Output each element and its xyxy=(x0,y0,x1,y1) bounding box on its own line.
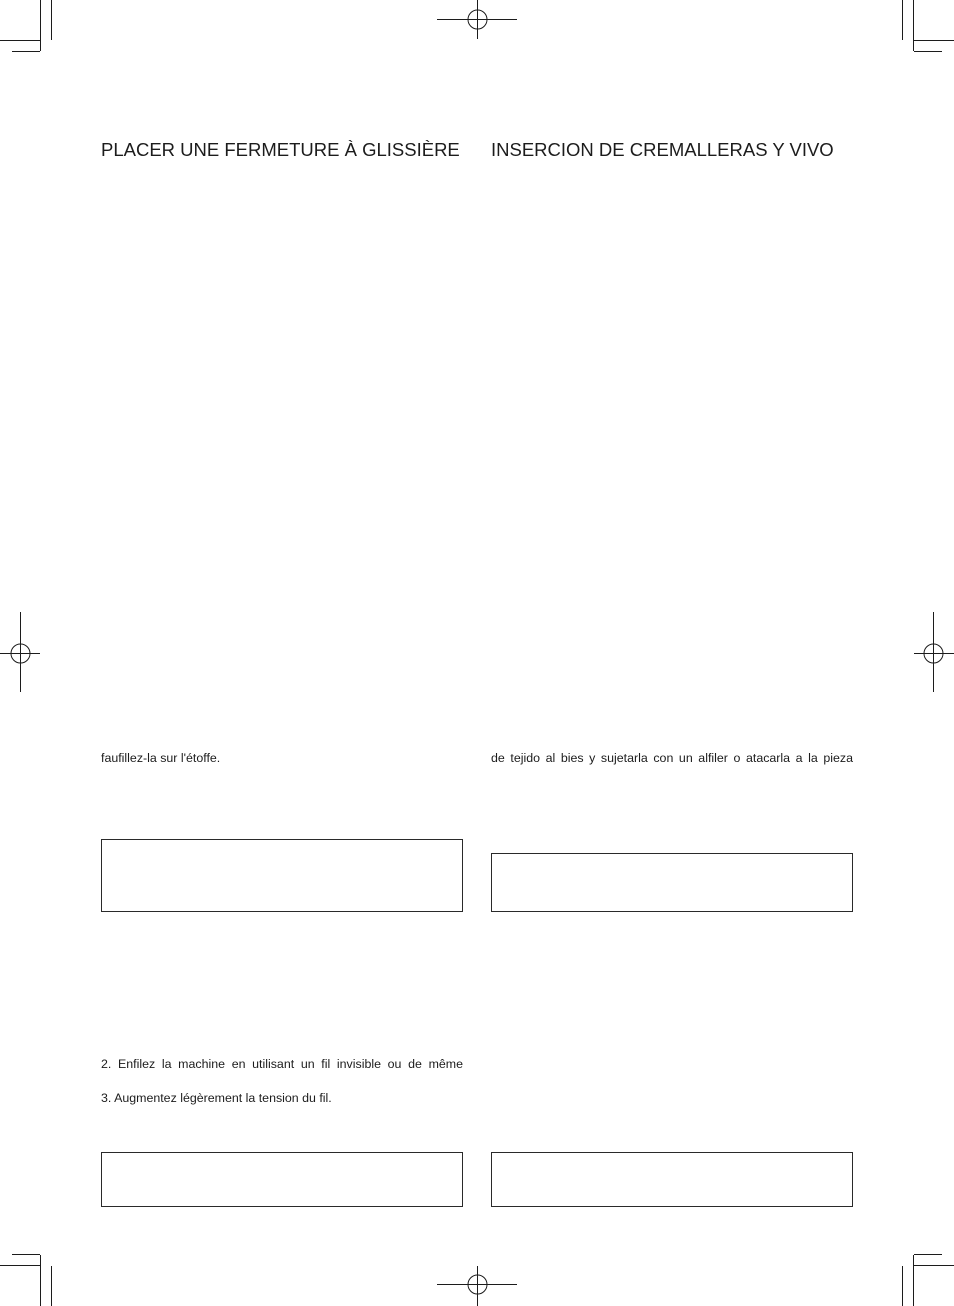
crop-mark-bottom-right xyxy=(903,1255,954,1306)
french-step-3: 3. Augmentez légèrement la tension du fil. xyxy=(101,1091,332,1105)
registration-mark-left xyxy=(0,612,40,692)
crop-mark-bottom-left xyxy=(0,1255,52,1306)
french-step-2: 2. Enfilez la machine en utilisant un fil invisible ou de même xyxy=(101,1057,463,1071)
french-note-box xyxy=(101,839,463,912)
registration-mark-right xyxy=(914,612,954,692)
registration-mark-top xyxy=(437,0,517,39)
french-section-title: PLACER UNE FERMETURE À GLISSIÈRE xyxy=(101,139,460,160)
french-text-fragment: faufillez-la sur l'étoffe. xyxy=(101,751,221,765)
spanish-section-title: INSERCION DE CREMALLERAS Y VIVO xyxy=(491,139,834,160)
spanish-note-box xyxy=(491,853,853,912)
crop-mark-top-left xyxy=(0,0,52,52)
registration-mark-bottom xyxy=(437,1266,517,1306)
french-note-box-bottom xyxy=(101,1152,463,1207)
crop-mark-top-right xyxy=(903,0,954,52)
spanish-text-fragment: de tejido al bies y sujetarla con un alfiler o atacarla a la pieza xyxy=(491,751,853,765)
spanish-note-box-bottom xyxy=(491,1152,853,1207)
